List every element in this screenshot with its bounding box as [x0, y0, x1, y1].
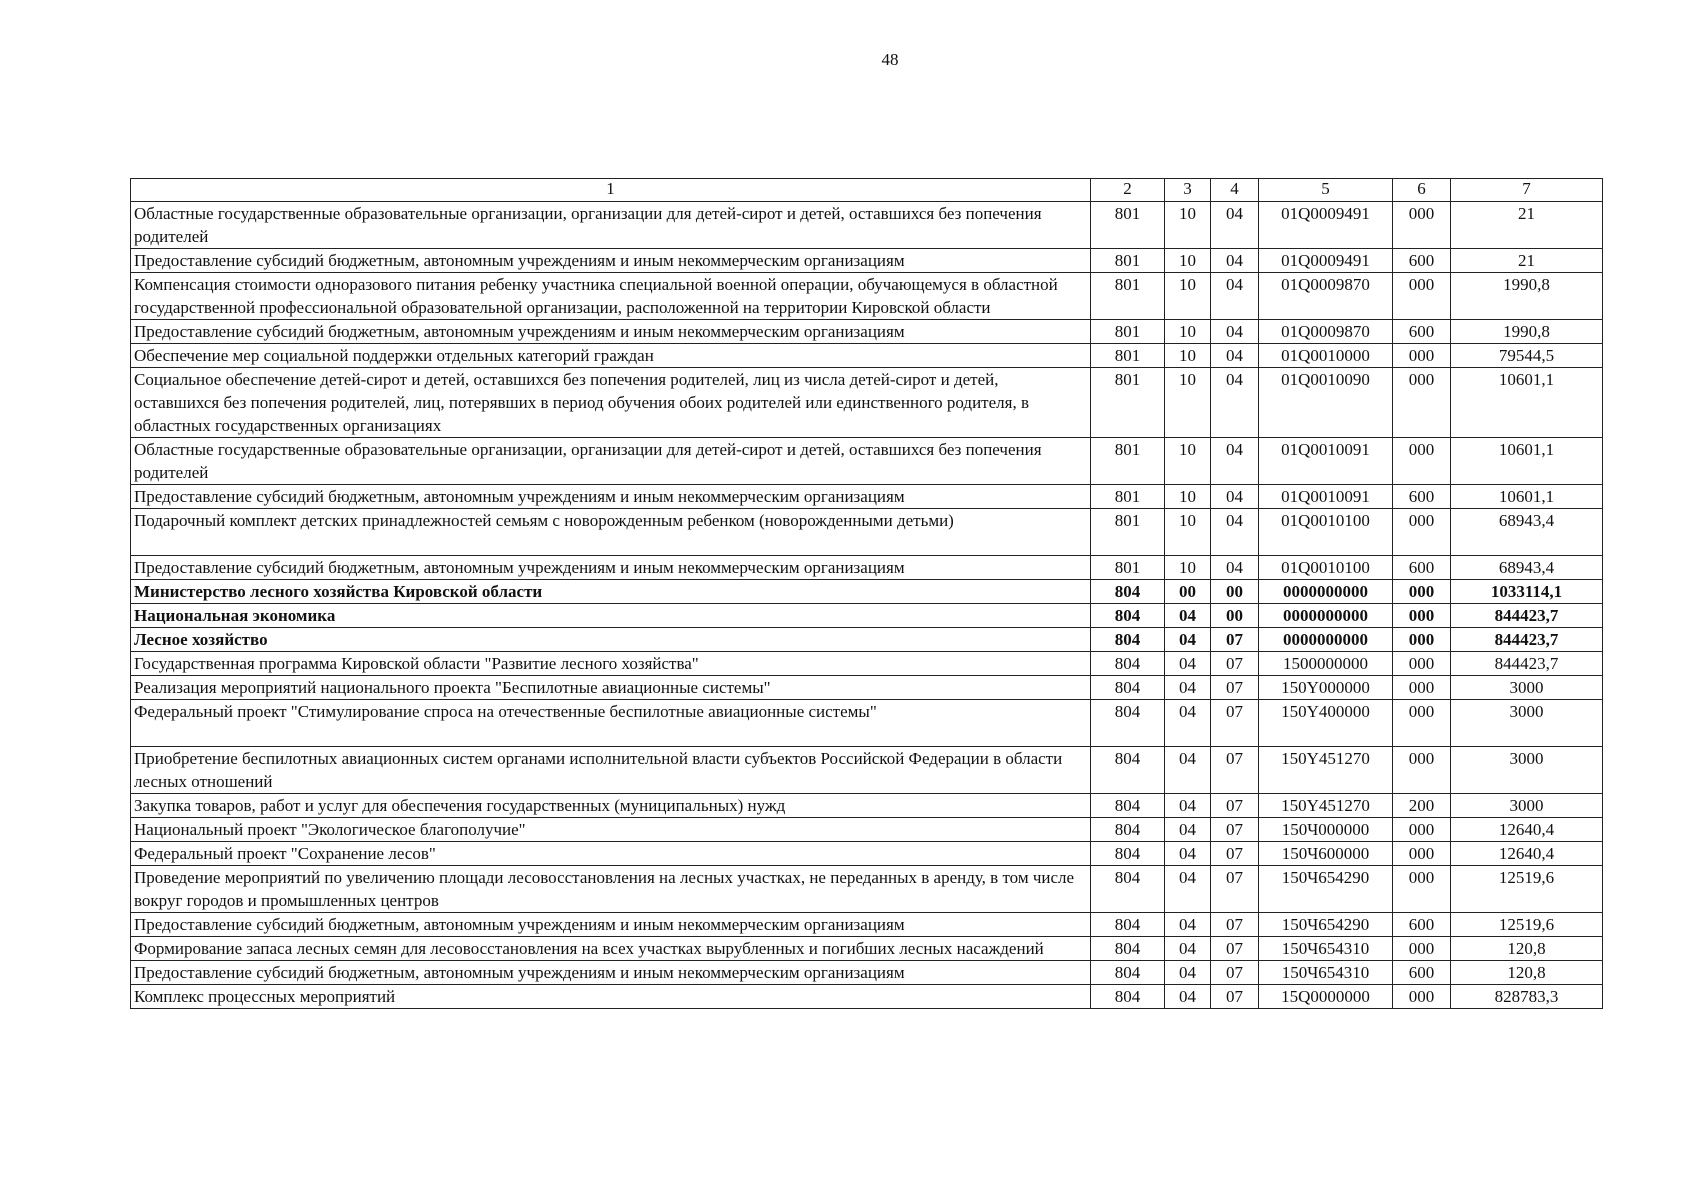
amount-cell: 10601,1 [1451, 485, 1603, 509]
subsection-cell: 04 [1211, 273, 1259, 320]
ministry-code-cell: 804 [1091, 913, 1165, 937]
expense-type-cell: 000 [1393, 747, 1451, 794]
amount-cell: 844423,7 [1451, 628, 1603, 652]
expense-name-cell: Национальная экономика [131, 604, 1091, 628]
target-article-cell: 150Y400000 [1259, 700, 1393, 747]
expense-type-cell: 000 [1393, 818, 1451, 842]
amount-cell: 1990,8 [1451, 320, 1603, 344]
target-article-cell: 150Ч654310 [1259, 937, 1393, 961]
ministry-code-cell: 804 [1091, 628, 1165, 652]
ministry-code-cell: 801 [1091, 485, 1165, 509]
column-header: 3 [1165, 179, 1211, 202]
section-cell: 04 [1165, 818, 1211, 842]
section-cell: 04 [1165, 985, 1211, 1009]
expense-name-cell: Проведение мероприятий по увеличению площади лесовосстановления на лесных участках, не переданных в аренду, в том числе вокруг городов и промышленных центров [131, 866, 1091, 913]
expense-type-cell: 000 [1393, 368, 1451, 438]
ministry-code-cell: 804 [1091, 985, 1165, 1009]
section-cell: 04 [1165, 700, 1211, 747]
expense-name-cell: Предоставление субсидий бюджетным, автономным учреждениям и иным некоммерческим организациям [131, 913, 1091, 937]
ministry-code-cell: 801 [1091, 438, 1165, 485]
amount-cell: 1990,8 [1451, 273, 1603, 320]
target-article-cell: 1500000000 [1259, 652, 1393, 676]
section-cell: 10 [1165, 438, 1211, 485]
amount-cell: 21 [1451, 249, 1603, 273]
table-row [131, 202, 1603, 249]
expense-name-cell: Предоставление субсидий бюджетным, автономным учреждениям и иным некоммерческим организациям [131, 320, 1091, 344]
section-cell: 04 [1165, 794, 1211, 818]
target-article-cell: 150Ч654290 [1259, 866, 1393, 913]
target-article-cell: 01Q0010091 [1259, 438, 1393, 485]
subsection-cell: 04 [1211, 438, 1259, 485]
target-article-cell: 01Q0009491 [1259, 202, 1393, 249]
ministry-code-cell: 804 [1091, 580, 1165, 604]
section-cell: 04 [1165, 866, 1211, 913]
expense-name-cell: Компенсация стоимости одноразового питания ребенку участника специальной военной операции, обучающемуся в областной государственной профессиональной образовательной организации, расположенной на территории Кировской области [131, 273, 1091, 320]
table-row [131, 628, 1603, 652]
section-cell: 10 [1165, 556, 1211, 580]
subsection-cell: 04 [1211, 556, 1259, 580]
expense-type-cell: 000 [1393, 700, 1451, 747]
column-header: 6 [1393, 179, 1451, 202]
table-row [131, 344, 1603, 368]
table-row [131, 652, 1603, 676]
table-body [131, 202, 1603, 1009]
ministry-code-cell: 801 [1091, 202, 1165, 249]
ministry-code-cell: 801 [1091, 273, 1165, 320]
expense-name-cell: Государственная программа Кировской области "Развитие лесного хозяйства" [131, 652, 1091, 676]
target-article-cell: 150Ч654290 [1259, 913, 1393, 937]
ministry-code-cell: 804 [1091, 652, 1165, 676]
table-header-row [131, 179, 1603, 202]
ministry-code-cell: 801 [1091, 320, 1165, 344]
expense-type-cell: 600 [1393, 249, 1451, 273]
ministry-code-cell: 804 [1091, 794, 1165, 818]
target-article-cell: 150Y451270 [1259, 794, 1393, 818]
section-cell: 04 [1165, 913, 1211, 937]
expense-name-cell: Федеральный проект "Сохранение лесов" [131, 842, 1091, 866]
target-article-cell: 01Q0010090 [1259, 368, 1393, 438]
expense-type-cell: 000 [1393, 676, 1451, 700]
expense-type-cell: 000 [1393, 985, 1451, 1009]
target-article-cell: 0000000000 [1259, 628, 1393, 652]
amount-cell: 12640,4 [1451, 818, 1603, 842]
expense-type-cell: 600 [1393, 913, 1451, 937]
target-article-cell: 01Q0009870 [1259, 320, 1393, 344]
subsection-cell: 00 [1211, 604, 1259, 628]
ministry-code-cell: 804 [1091, 747, 1165, 794]
table-row [131, 438, 1603, 485]
subsection-cell: 07 [1211, 676, 1259, 700]
expense-name-cell: Федеральный проект "Стимулирование спроса на отечественные беспилотные авиационные системы" [131, 700, 1091, 747]
section-cell: 10 [1165, 320, 1211, 344]
expense-type-cell: 600 [1393, 961, 1451, 985]
expense-name-cell: Реализация мероприятий национального проекта "Беспилотные авиационные системы" [131, 676, 1091, 700]
section-cell: 04 [1165, 676, 1211, 700]
subsection-cell: 07 [1211, 866, 1259, 913]
expense-type-cell: 200 [1393, 794, 1451, 818]
target-article-cell: 01Q0010100 [1259, 509, 1393, 556]
table-row [131, 580, 1603, 604]
section-cell: 04 [1165, 628, 1211, 652]
section-cell: 04 [1165, 604, 1211, 628]
column-header: 2 [1091, 179, 1165, 202]
expense-name-cell: Областные государственные образовательные организации, организации для детей-сирот и детей, оставшихся без попечения родителей [131, 438, 1091, 485]
expense-type-cell: 000 [1393, 628, 1451, 652]
expense-type-cell: 000 [1393, 652, 1451, 676]
target-article-cell: 150Ч000000 [1259, 818, 1393, 842]
table-row [131, 485, 1603, 509]
subsection-cell: 07 [1211, 985, 1259, 1009]
subsection-cell: 04 [1211, 249, 1259, 273]
expense-type-cell: 000 [1393, 937, 1451, 961]
section-cell: 10 [1165, 202, 1211, 249]
amount-cell: 68943,4 [1451, 556, 1603, 580]
table-row [131, 700, 1603, 747]
subsection-cell: 07 [1211, 652, 1259, 676]
table-row [131, 794, 1603, 818]
expense-name-cell: Предоставление субсидий бюджетным, автономным учреждениям и иным некоммерческим организациям [131, 556, 1091, 580]
expense-name-cell: Обеспечение мер социальной поддержки отдельных категорий граждан [131, 344, 1091, 368]
table-row [131, 842, 1603, 866]
subsection-cell: 04 [1211, 509, 1259, 556]
target-article-cell: 01Q0010091 [1259, 485, 1393, 509]
table-row [131, 961, 1603, 985]
subsection-cell: 07 [1211, 747, 1259, 794]
expense-type-cell: 000 [1393, 344, 1451, 368]
amount-cell: 12640,4 [1451, 842, 1603, 866]
ministry-code-cell: 804 [1091, 866, 1165, 913]
amount-cell: 79544,5 [1451, 344, 1603, 368]
ministry-code-cell: 804 [1091, 842, 1165, 866]
expense-type-cell: 000 [1393, 202, 1451, 249]
expense-type-cell: 600 [1393, 485, 1451, 509]
section-cell: 10 [1165, 344, 1211, 368]
page-number: 48 [881, 50, 899, 69]
column-header: 4 [1211, 179, 1259, 202]
subsection-cell: 07 [1211, 961, 1259, 985]
expense-name-cell: Социальное обеспечение детей-сирот и детей, оставшихся без попечения родителей, лиц из числа детей-сирот и детей, оставшихся без попечения родителей, лиц, потерявших в период обучения обоих родителей или единственного родителя, в областных государственных организациях [131, 368, 1091, 438]
expense-type-cell: 000 [1393, 866, 1451, 913]
expense-type-cell: 000 [1393, 580, 1451, 604]
target-article-cell: 150Y451270 [1259, 747, 1393, 794]
subsection-cell: 07 [1211, 842, 1259, 866]
expense-type-cell: 600 [1393, 320, 1451, 344]
column-header: 5 [1259, 179, 1393, 202]
expense-name-cell: Подарочный комплект детских принадлежностей семьям с новорожденным ребенком (новорожденными детьми) [131, 509, 1091, 556]
subsection-cell: 07 [1211, 937, 1259, 961]
section-cell: 04 [1165, 842, 1211, 866]
table-row [131, 913, 1603, 937]
table-row [131, 937, 1603, 961]
section-cell: 04 [1165, 747, 1211, 794]
table-row [131, 676, 1603, 700]
ministry-code-cell: 801 [1091, 368, 1165, 438]
subsection-cell: 07 [1211, 794, 1259, 818]
amount-cell: 828783,3 [1451, 985, 1603, 1009]
section-cell: 10 [1165, 485, 1211, 509]
target-article-cell: 01Q0010000 [1259, 344, 1393, 368]
amount-cell: 3000 [1451, 747, 1603, 794]
target-article-cell: 01Q0009491 [1259, 249, 1393, 273]
expense-type-cell: 000 [1393, 509, 1451, 556]
expense-name-cell: Областные государственные образовательные организации, организации для детей-сирот и детей, оставшихся без попечения родителей [131, 202, 1091, 249]
amount-cell: 21 [1451, 202, 1603, 249]
subsection-cell: 07 [1211, 700, 1259, 747]
section-cell: 04 [1165, 961, 1211, 985]
section-cell: 00 [1165, 580, 1211, 604]
table-row [131, 604, 1603, 628]
expense-name-cell: Приобретение беспилотных авиационных систем органами исполнительной власти субъектов Российской Федерации в области лесных отношений [131, 747, 1091, 794]
expense-name-cell: Закупка товаров, работ и услуг для обеспечения государственных (муниципальных) нужд [131, 794, 1091, 818]
ministry-code-cell: 804 [1091, 961, 1165, 985]
table-row [131, 985, 1603, 1009]
amount-cell: 3000 [1451, 794, 1603, 818]
ministry-code-cell: 801 [1091, 249, 1165, 273]
amount-cell: 3000 [1451, 700, 1603, 747]
table-row [131, 368, 1603, 438]
amount-cell: 12519,6 [1451, 866, 1603, 913]
expense-name-cell: Министерство лесного хозяйства Кировской области [131, 580, 1091, 604]
expense-name-cell: Предоставление субсидий бюджетным, автономным учреждениям и иным некоммерческим организациям [131, 249, 1091, 273]
expense-name-cell: Предоставление субсидий бюджетным, автономным учреждениям и иным некоммерческим организациям [131, 961, 1091, 985]
amount-cell: 120,8 [1451, 961, 1603, 985]
budget-table [130, 178, 1603, 1009]
section-cell: 10 [1165, 249, 1211, 273]
subsection-cell: 04 [1211, 320, 1259, 344]
section-cell: 10 [1165, 509, 1211, 556]
expense-name-cell: Формирование запаса лесных семян для лесовосстановления на всех участках вырубленных и погибших лесных насаждений [131, 937, 1091, 961]
subsection-cell: 04 [1211, 202, 1259, 249]
amount-cell: 1033114,1 [1451, 580, 1603, 604]
ministry-code-cell: 804 [1091, 818, 1165, 842]
ministry-code-cell: 801 [1091, 509, 1165, 556]
expense-name-cell: Национальный проект "Экологическое благополучие" [131, 818, 1091, 842]
amount-cell: 3000 [1451, 676, 1603, 700]
amount-cell: 68943,4 [1451, 509, 1603, 556]
subsection-cell: 04 [1211, 485, 1259, 509]
amount-cell: 844423,7 [1451, 652, 1603, 676]
target-article-cell: 15Q0000000 [1259, 985, 1393, 1009]
target-article-cell: 01Q0010100 [1259, 556, 1393, 580]
expense-name-cell: Комплекс процессных мероприятий [131, 985, 1091, 1009]
amount-cell: 10601,1 [1451, 438, 1603, 485]
subsection-cell: 07 [1211, 628, 1259, 652]
table-row [131, 273, 1603, 320]
table-row [131, 556, 1603, 580]
ministry-code-cell: 804 [1091, 937, 1165, 961]
ministry-code-cell: 801 [1091, 344, 1165, 368]
target-article-cell: 01Q0009870 [1259, 273, 1393, 320]
subsection-cell: 04 [1211, 368, 1259, 438]
expense-type-cell: 600 [1393, 556, 1451, 580]
amount-cell: 12519,6 [1451, 913, 1603, 937]
ministry-code-cell: 801 [1091, 556, 1165, 580]
amount-cell: 10601,1 [1451, 368, 1603, 438]
table-row [131, 818, 1603, 842]
table-row [131, 249, 1603, 273]
expense-type-cell: 000 [1393, 273, 1451, 320]
target-article-cell: 150Ч654310 [1259, 961, 1393, 985]
amount-cell: 120,8 [1451, 937, 1603, 961]
target-article-cell: 150Ч600000 [1259, 842, 1393, 866]
section-cell: 10 [1165, 368, 1211, 438]
subsection-cell: 07 [1211, 913, 1259, 937]
target-article-cell: 0000000000 [1259, 580, 1393, 604]
expense-name-cell: Предоставление субсидий бюджетным, автономным учреждениям и иным некоммерческим организациям [131, 485, 1091, 509]
subsection-cell: 04 [1211, 344, 1259, 368]
table-row [131, 320, 1603, 344]
table-row [131, 747, 1603, 794]
expense-type-cell: 000 [1393, 438, 1451, 485]
target-article-cell: 0000000000 [1259, 604, 1393, 628]
section-cell: 04 [1165, 937, 1211, 961]
ministry-code-cell: 804 [1091, 676, 1165, 700]
section-cell: 04 [1165, 652, 1211, 676]
subsection-cell: 00 [1211, 580, 1259, 604]
section-cell: 10 [1165, 273, 1211, 320]
expense-name-cell: Лесное хозяйство [131, 628, 1091, 652]
column-header: 7 [1451, 179, 1603, 202]
ministry-code-cell: 804 [1091, 604, 1165, 628]
expense-type-cell: 000 [1393, 842, 1451, 866]
column-header: 1 [131, 179, 1091, 202]
ministry-code-cell: 804 [1091, 700, 1165, 747]
target-article-cell: 150Y000000 [1259, 676, 1393, 700]
amount-cell: 844423,7 [1451, 604, 1603, 628]
subsection-cell: 07 [1211, 818, 1259, 842]
table-row [131, 866, 1603, 913]
table-row [131, 509, 1603, 556]
expense-type-cell: 000 [1393, 604, 1451, 628]
